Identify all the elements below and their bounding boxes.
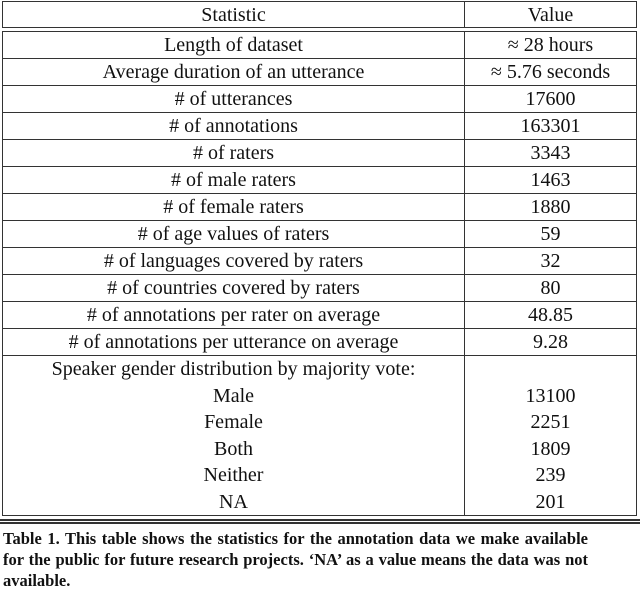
table-row — [3, 329, 636, 356]
table-row — [3, 248, 636, 275]
statistic-cell: # of male raters — [3, 167, 465, 193]
value-cell: 3343 — [530, 142, 571, 164]
statistic-cell: # of annotations per rater on average — [3, 302, 465, 328]
value-cell: 17600 — [525, 88, 576, 110]
gender-value-empty — [465, 356, 636, 383]
value-cell: ≈ 5.76 seconds — [490, 61, 611, 83]
statistic-cell: # of annotations — [3, 113, 465, 139]
header-statistic: Statistic — [3, 2, 465, 27]
statistic-cell: # of languages covered by raters — [3, 248, 465, 274]
gender-distribution-title: Speaker gender distribution by majority vote: — [51, 358, 416, 380]
table-caption: Table 1. This table shows the statistics for the annotation data we make available for the public for future research projects. ‘NA’ as a value means the data was not available. — [3, 529, 588, 590]
table-row — [3, 275, 636, 302]
gender-value: 239 — [535, 464, 566, 486]
gender-label: Female — [204, 411, 263, 433]
gender-value: 201 — [535, 490, 566, 513]
gender-label: Both — [214, 437, 253, 460]
value-cell: 9.28 — [533, 331, 568, 353]
value-cell: 1463 — [530, 169, 571, 191]
statistic-cell: Length of dataset — [3, 32, 465, 58]
statistic-cell: # of age values of raters — [3, 221, 465, 247]
gender-distribution-block — [3, 356, 636, 515]
statistic-cell: # of raters — [3, 140, 465, 166]
statistics-table — [2, 31, 637, 516]
header-value: Value — [527, 4, 574, 26]
gender-value: 2251 — [530, 411, 571, 433]
table-row — [3, 194, 636, 221]
table-row — [3, 167, 636, 194]
table-row — [3, 32, 636, 59]
statistic-cell: # of annotations per utterance on average — [3, 329, 465, 355]
value-cell: 48.85 — [528, 304, 573, 326]
gender-label: Neither — [203, 464, 264, 486]
table-row — [3, 59, 636, 86]
table-row — [3, 86, 636, 113]
table-row — [3, 302, 636, 329]
gender-value: 1809 — [530, 437, 571, 460]
table-header-row — [2, 1, 637, 28]
statistic-cell: # of utterances — [3, 86, 465, 112]
value-cell: 59 — [540, 223, 561, 245]
statistic-cell: # of countries covered by raters — [3, 275, 465, 301]
gender-label: Male — [212, 384, 255, 407]
statistic-cell: Average duration of an utterance — [3, 59, 465, 85]
table-bottom-rule-2 — [0, 522, 640, 524]
table-row — [3, 140, 636, 167]
value-cell: 32 — [540, 250, 561, 272]
value-cell: ≈ 28 hours — [507, 34, 594, 56]
value-cell: 1880 — [530, 196, 571, 218]
statistic-cell: # of female raters — [3, 194, 465, 220]
gender-label: NA — [219, 490, 248, 513]
gender-label-column — [3, 356, 465, 515]
value-cell: 80 — [540, 277, 561, 299]
table-row — [3, 113, 636, 140]
value-cell: 163301 — [520, 115, 581, 137]
table-row — [3, 221, 636, 248]
table-bottom-rule — [0, 519, 640, 521]
gender-value-column — [465, 356, 636, 515]
gender-value: 13100 — [525, 384, 576, 407]
